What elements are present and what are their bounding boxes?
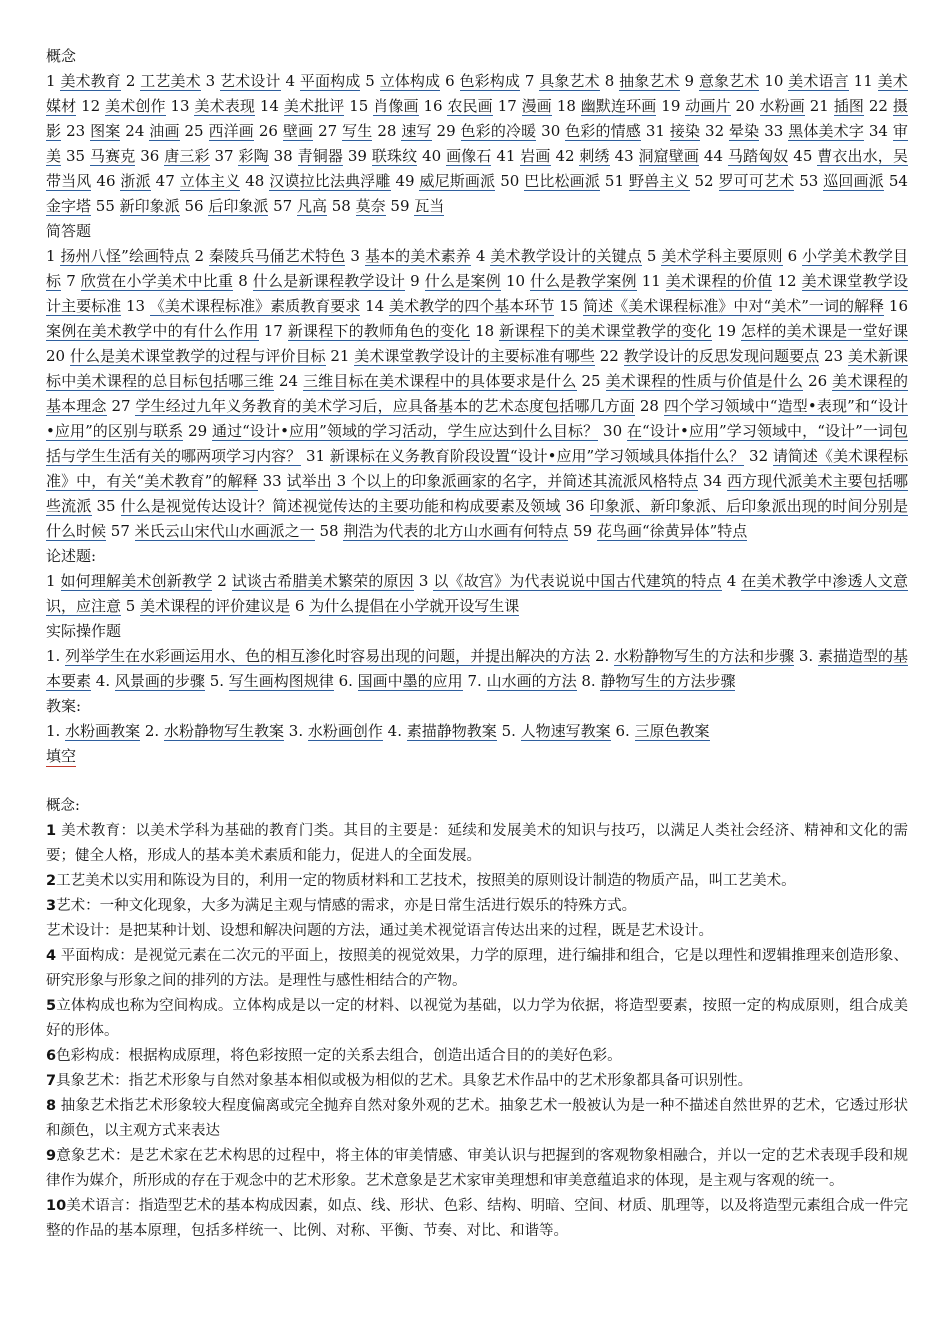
index-number: 48: [245, 172, 270, 190]
index-number: 8.: [581, 672, 601, 690]
index-link[interactable]: 美术教育: [60, 72, 121, 90]
index-link[interactable]: 威尼斯画派: [419, 172, 496, 190]
index-number: 24: [278, 372, 303, 390]
index-link[interactable]: 图案: [90, 122, 121, 140]
index-link[interactable]: 审美: [46, 122, 908, 165]
index-link[interactable]: 写生画构图规律: [228, 672, 334, 690]
index-number: 35: [66, 147, 90, 165]
index-link[interactable]: 马赛克: [90, 147, 136, 165]
index-number: 17: [263, 322, 288, 340]
lesson-plan-heading: 教案:: [46, 697, 82, 715]
definition-text: 艺术设计：是把某种计划、设想和解决问题的方法，通过美术视觉语言传达出来的过程，既是艺术设计。: [46, 923, 713, 939]
index-number: 3.: [288, 722, 308, 740]
index-link[interactable]: 汉谟拉比法典浮雕: [269, 172, 391, 190]
definition-text: 立体构成也称为空间构成。立体构成是以一定的材料、以视觉为基础，以力学为依据，将造型要素，按照一定的构成原则，组合成美好的形体。: [46, 998, 908, 1039]
definition-number: 10: [46, 1198, 67, 1214]
fill-in-row: [46, 744, 908, 769]
index-number: 11: [853, 72, 878, 90]
index-link[interactable]: 简述《美术课程标准》中对“美术”一词的解释: [583, 297, 885, 315]
index-link[interactable]: 动画片: [685, 97, 731, 115]
index-link[interactable]: 浙派: [120, 172, 151, 190]
definition-number: 7: [46, 1073, 57, 1089]
definition-text: 艺术：一种文化现象，大多为满足主观与情感的需求，亦是日常生活进行娱乐的特殊方式。: [56, 898, 637, 914]
definition-paragraph: [46, 894, 908, 919]
index-number: 36: [140, 147, 165, 165]
index-link[interactable]: 欣赏在小学美术中比重: [80, 272, 234, 290]
index-link[interactable]: 美术媒材: [46, 72, 908, 115]
index-number: 9: [410, 272, 425, 290]
index-number: 7: [66, 272, 81, 290]
index-number: 5: [365, 72, 380, 90]
definition-number: 4: [46, 948, 57, 964]
index-link[interactable]: 试举出 3 个以上的印象派画家的名字，并简述其流派风格特点: [286, 472, 699, 490]
index-number: 47: [155, 172, 180, 190]
index-number: 39: [347, 147, 372, 165]
index-link[interactable]: 印象派、新印象派、后印象派出现的时间分别是什么时候: [46, 497, 908, 540]
index-number: 27: [318, 122, 343, 140]
definition-number: 1: [46, 823, 57, 839]
definition-text: 具象艺术：指艺术形象与自然对象基本相似或极为相似的艺术。具象艺术作品中的艺术形象都具备可识别性。: [56, 1073, 753, 1089]
index-number: 4: [475, 247, 491, 265]
index-number: 4: [726, 572, 742, 590]
index-link[interactable]: 什么是视觉传达设计？简述视觉传达的主要功能和构成要素及领域: [120, 497, 561, 515]
index-link[interactable]: 美术课程的基本理念: [46, 372, 908, 415]
index-number: 11: [641, 272, 666, 290]
index-number: 28: [377, 122, 402, 140]
index-link[interactable]: 人物速写教案: [520, 722, 611, 740]
index-number: 49: [395, 172, 420, 190]
index-link[interactable]: 色彩的情感: [565, 122, 641, 140]
index-number: 3: [418, 572, 434, 590]
index-link[interactable]: 马踏匈奴: [727, 147, 789, 165]
index-link[interactable]: 罗可可艺术: [718, 172, 795, 190]
index-link[interactable]: 壁画: [282, 122, 314, 140]
index-link[interactable]: 美术课堂教学设计的主要标准有哪些: [354, 347, 595, 365]
index-number: 19: [661, 97, 686, 115]
index-link[interactable]: 请简述《美术课程标准》中，有关“美术教育”的解释: [46, 447, 908, 490]
index-number: 14: [259, 97, 284, 115]
index-number: 26: [258, 122, 283, 140]
index-link[interactable]: 新课程下的教师角色的变化: [287, 322, 471, 340]
index-link[interactable]: 美术表现: [194, 97, 255, 115]
index-link[interactable]: 荆浩为代表的北方山水画有何特点: [343, 522, 569, 540]
definition-paragraph: [46, 869, 908, 894]
index-number: 38: [273, 147, 298, 165]
index-number: 1.: [46, 722, 66, 740]
index-number: 58: [319, 522, 344, 540]
index-link[interactable]: 唐三彩: [164, 147, 210, 165]
index-link[interactable]: 立体构成: [379, 72, 441, 90]
index-number: 23: [823, 347, 848, 365]
index-link[interactable]: 列举学生在水彩画运用水、色的相互渗化时容易出现的问题，并提出解决的方法: [65, 647, 591, 665]
index-number: 4.: [95, 672, 115, 690]
index-number: 6: [294, 597, 310, 615]
index-link[interactable]: 什么是教学案例: [530, 272, 637, 290]
definition-paragraph: [46, 819, 908, 869]
index-number: 5.: [209, 672, 229, 690]
index-number: 5: [646, 247, 662, 265]
index-number: 5.: [501, 722, 521, 740]
index-number: 30: [603, 422, 627, 440]
index-link[interactable]: 水粉画教案: [65, 722, 141, 740]
index-number: 10: [764, 72, 789, 90]
index-link[interactable]: 小学美术教学目标: [46, 247, 909, 290]
index-link[interactable]: 什么是新课程教学设计: [252, 272, 406, 290]
short-answer-heading: 简答题: [46, 222, 92, 240]
index-number: 20: [46, 347, 70, 365]
index-link[interactable]: 色彩的冷暖: [460, 122, 537, 140]
index-link[interactable]: 美术教学的四个基本环节: [389, 297, 555, 315]
index-number: 17: [497, 97, 522, 115]
index-link[interactable]: 瓦当: [414, 197, 445, 215]
definition-paragraph: [46, 1069, 908, 1094]
index-number: 50: [500, 172, 525, 190]
index-link[interactable]: 水粉画: [759, 97, 805, 115]
index-link[interactable]: 美术学科主要原则: [661, 247, 783, 265]
index-number: 37: [214, 147, 239, 165]
definition-paragraph: [46, 944, 908, 994]
index-number: 22: [599, 347, 624, 365]
index-number: 21: [330, 347, 355, 365]
index-number: 55: [95, 197, 120, 215]
spacer: [46, 769, 908, 794]
index-number: 31: [305, 447, 330, 465]
index-link[interactable]: 基本的美术素养: [364, 247, 471, 265]
index-link[interactable]: 水粉静物写生的方法和步骤: [614, 647, 795, 665]
index-link[interactable]: 速写: [401, 122, 432, 140]
index-link[interactable]: 扬州八怪”绘画特点: [60, 247, 190, 265]
definition-text: 美术语言：指造型艺术的基本构成因素，如点、线、形状、色彩、结构、明暗、空间、材质、肌理等，以及将造型元素组合成一件完整的作品的基本原理，包括多样统一、比例、对称、平衡、节奏、对比、和谐等。: [46, 1198, 908, 1239]
lesson-plan-index: [46, 719, 908, 744]
index-link[interactable]: 岩画: [520, 147, 551, 165]
index-number: 30: [541, 122, 566, 140]
index-number: 6: [787, 247, 803, 265]
index-link[interactable]: 美术创作: [105, 97, 166, 115]
index-link[interactable]: 美术课程的性质与价值是什么: [605, 372, 804, 390]
index-link[interactable]: 具象艺术: [539, 72, 600, 90]
definition-text: 意象艺术：是艺术家在艺术构思的过程中，将主体的审美情感、审美认识与把握到的客观物象相融合，并以一定的艺术表现手段和规律作为媒介，所形成的存在于观念中的艺术形象。艺术意象是艺术家审美理想和审美意蕴追求的体现，是主观与客观的统一。: [46, 1148, 908, 1189]
index-number: 46: [96, 172, 121, 190]
index-number: 7.: [467, 672, 487, 690]
index-number: 9: [684, 72, 699, 90]
index-link[interactable]: 什么是案例: [424, 272, 501, 290]
index-number: 31: [645, 122, 670, 140]
index-link[interactable]: 金字塔: [46, 197, 92, 215]
fill-in-link[interactable]: 填空: [46, 747, 77, 765]
definition-paragraph: [46, 1044, 908, 1069]
index-number: 41: [496, 147, 521, 165]
index-number: 13: [170, 97, 195, 115]
index-link[interactable]: 美术批评: [283, 97, 345, 115]
index-number: 57: [273, 197, 297, 215]
index-number: 22: [868, 97, 893, 115]
concepts-index: [46, 69, 908, 219]
index-link[interactable]: 水粉画创作: [307, 722, 383, 740]
index-link[interactable]: 美术教学设计的关键点: [490, 247, 642, 265]
index-number: 51: [604, 172, 629, 190]
index-link[interactable]: 肖像画: [373, 97, 419, 115]
definition-paragraph: [46, 1094, 908, 1144]
index-number: 34: [868, 122, 893, 140]
index-link[interactable]: 怎样的美术课是一堂好课: [741, 322, 908, 340]
definitions-list: [46, 819, 908, 1244]
definitions-heading: 概念:: [46, 798, 80, 814]
index-number: 59: [390, 197, 415, 215]
definition-paragraph: [46, 994, 908, 1044]
index-link[interactable]: 西方现代派美术主要包括哪些流派: [46, 472, 908, 515]
index-number: 32: [749, 447, 773, 465]
index-link[interactable]: 学生经过九年义务教育的美术学习后，应具备基本的艺术态度包括哪几方面: [135, 397, 635, 415]
index-link[interactable]: 平面构成: [299, 72, 361, 90]
index-number: 27: [111, 397, 136, 415]
index-number: 8: [604, 72, 620, 90]
index-number: 43: [614, 147, 639, 165]
index-link[interactable]: 曹衣出水，吴带当风: [46, 147, 908, 190]
index-number: 2.: [144, 722, 164, 740]
index-number: 16: [888, 297, 908, 315]
index-number: 7: [524, 72, 540, 90]
definition-text: 工艺美术以实用和陈设为目的，利用一定的物质材料和工艺技术，按照美的原则设计制造的物质产品，叫工艺美术。: [56, 873, 796, 889]
index-link[interactable]: 联珠纹: [371, 147, 418, 165]
index-number: 44: [703, 147, 728, 165]
index-link[interactable]: 晕染: [729, 122, 760, 140]
index-link[interactable]: 插图: [833, 97, 864, 115]
index-number: 45: [793, 147, 818, 165]
index-number: 4: [285, 72, 300, 90]
practice-index: [46, 644, 908, 694]
index-number: 2.: [594, 647, 615, 665]
index-number: 53: [799, 172, 824, 190]
index-link[interactable]: 漫画: [521, 97, 552, 115]
index-number: 18: [475, 322, 500, 340]
essay-index: [46, 569, 908, 619]
index-link[interactable]: 静物写生的方法步骤: [600, 672, 736, 690]
definition-paragraph: [46, 1144, 908, 1194]
index-link[interactable]: 农民画: [447, 97, 493, 115]
practice-heading: 实际操作题: [46, 622, 122, 640]
index-number: 3: [205, 72, 221, 90]
index-link[interactable]: 什么是美术课堂教学的过程与评价目标: [69, 347, 326, 365]
index-number: 3: [350, 247, 365, 265]
index-number: 33: [764, 122, 789, 140]
index-link[interactable]: 新课程下的美术课堂教学的变化: [499, 322, 712, 340]
index-number: 6.: [338, 672, 358, 690]
index-number: 36: [565, 497, 590, 515]
index-number: 4.: [387, 722, 407, 740]
index-number: 8: [238, 272, 253, 290]
index-link[interactable]: 素描造型的基本要素: [46, 647, 908, 690]
definition-number: 2: [46, 873, 57, 889]
index-link[interactable]: 四个学习领域中“造型•表现”和“设计•应用”的区别与联系: [46, 397, 908, 440]
index-number: 3.: [798, 647, 818, 665]
index-link[interactable]: 国画中墨的应用: [357, 672, 463, 690]
index-number: 58: [331, 197, 356, 215]
index-link[interactable]: 美术新课标中美术课程的总目标包括哪三维: [46, 347, 908, 390]
index-number: 1: [46, 247, 61, 265]
index-link[interactable]: 为什么提倡在小学就开设写生课: [309, 597, 520, 615]
index-number: 54: [888, 172, 908, 190]
index-link[interactable]: 青铜器: [297, 147, 343, 165]
index-link[interactable]: 刺绣: [579, 147, 610, 165]
index-link[interactable]: 通过“设计•应用”领域的学习活动，学生应达到什么目标？: [212, 422, 599, 440]
index-link[interactable]: 凡高: [296, 197, 327, 215]
definition-number: 8: [46, 1098, 57, 1114]
definition-text: 抽象艺术指艺术形象较大程度偏离或完全抛弃自然对象外观的艺术。抽象艺术一般被认为是一种不描述自然世界的艺术，它透过形状和颜色，以主观方式来表达: [46, 1098, 908, 1139]
concepts-heading: 概念: [46, 47, 77, 65]
index-number: 20: [735, 97, 760, 115]
index-link[interactable]: 野兽主义: [628, 172, 690, 190]
index-link[interactable]: 巴比松画派: [524, 172, 600, 190]
definition-text: 色彩构成：根据构成原理，将色彩按照一定的关系去组合，创造出适合目的的美好色彩。: [56, 1048, 622, 1064]
index-link[interactable]: 抽象艺术: [619, 72, 680, 90]
index-link[interactable]: 工艺美术: [140, 72, 201, 90]
index-number: 2: [125, 72, 141, 90]
index-link[interactable]: 教学设计的反思发现问题要点: [623, 347, 820, 365]
index-number: 2: [217, 572, 232, 590]
index-link[interactable]: 在“设计•应用”学习领域中，“设计”一词包括与学生生活有关的哪两项学习内容？: [46, 422, 908, 465]
index-link[interactable]: 后印象派: [208, 197, 269, 215]
index-link[interactable]: 案例在美术教学中的有什么作用: [46, 322, 259, 340]
index-link[interactable]: 美术课程的价值: [665, 272, 773, 290]
definition-number: 3: [46, 898, 57, 914]
index-number: 32: [705, 122, 730, 140]
index-number: 12: [81, 97, 106, 115]
index-number: 52: [694, 172, 719, 190]
index-number: 34: [703, 472, 727, 490]
index-link[interactable]: 黑体美术字: [788, 122, 864, 140]
definition-paragraph: [46, 919, 908, 944]
index-link[interactable]: 彩陶: [238, 147, 269, 165]
short-answer-index: [46, 244, 908, 544]
index-number: 56: [184, 197, 209, 215]
index-link[interactable]: 立体主义: [179, 172, 241, 190]
definition-text: 平面构成：是视觉元素在二次元的平面上，按照美的视觉效果，力学的原理，进行编排和组合，它是以理性和逻辑推理来创造形象、研究形象与形象之间的排列的方法。是理性与感性相结合的产物。: [46, 948, 908, 989]
index-number: 1: [46, 72, 61, 90]
definition-number: 9: [46, 1148, 57, 1164]
index-link[interactable]: 美术课程的评价建议是: [140, 597, 291, 615]
index-number: 23: [66, 122, 91, 140]
index-number: 1.: [46, 647, 66, 665]
index-link[interactable]: 艺术设计: [220, 72, 281, 90]
index-number: 29: [188, 422, 213, 440]
index-number: 6.: [615, 722, 635, 740]
index-link[interactable]: 画像石: [446, 147, 492, 165]
index-link[interactable]: 巡回画派: [823, 172, 884, 190]
index-link[interactable]: 试谈古希腊美术繁荣的原因: [231, 572, 414, 590]
index-link[interactable]: 洞窟壁画: [638, 147, 700, 165]
index-number: 18: [556, 97, 581, 115]
index-number: 59: [573, 522, 597, 540]
index-link[interactable]: 花鸟画“徐黄异体”特点: [596, 522, 748, 540]
index-link[interactable]: 接染: [669, 122, 701, 140]
index-number: 16: [423, 97, 448, 115]
index-link[interactable]: 写生: [342, 122, 373, 140]
index-link[interactable]: 在美术教学中渗透人文意识，应注意: [46, 572, 908, 615]
index-link[interactable]: 山水画的方法: [486, 672, 577, 690]
essay-heading: 论述题:: [46, 547, 97, 565]
index-link[interactable]: 以《故宫》为代表说说中国古代建筑的特点: [433, 572, 722, 590]
index-link[interactable]: 素描静物教案: [406, 722, 497, 740]
index-link[interactable]: 新课标在义务教育阶段设置“设计•应用”学习领域具体指什么？: [329, 447, 745, 465]
index-number: 15: [559, 297, 584, 315]
index-number: 1: [46, 572, 61, 590]
definition-number: 5: [46, 998, 57, 1014]
index-number: 10: [505, 272, 531, 290]
index-link[interactable]: 三维目标在美术课程中的具体要求是什么: [302, 372, 577, 390]
index-number: 21: [809, 97, 834, 115]
index-link[interactable]: 美术课堂教学设计主要标准: [46, 272, 908, 315]
index-number: 19: [716, 322, 741, 340]
index-link[interactable]: 《美术课程标准》素质教育要求: [149, 297, 361, 315]
index-number: 42: [555, 147, 580, 165]
index-link[interactable]: 摄影: [46, 97, 908, 140]
definition-number: 6: [46, 1048, 57, 1064]
index-number: 33: [262, 472, 287, 490]
index-link[interactable]: 莫奈: [355, 197, 386, 215]
definition-text: 美术教育：以美术学科为基础的教育门类。其目的主要是：延续和发展美术的知识与技巧，以满足人类社会经济、精神和文化的需要；健全人格，形成人的基本美术素质和能力，促进人的全面发展。: [46, 823, 908, 864]
index-number: 57: [110, 522, 135, 540]
index-link[interactable]: 意象艺术: [698, 72, 760, 90]
index-number: 5: [125, 597, 141, 615]
index-link[interactable]: 秦陵兵马俑艺术特色: [209, 247, 346, 265]
index-number: 2: [194, 247, 209, 265]
index-number: 13: [125, 297, 150, 315]
index-number: 15: [349, 97, 374, 115]
index-link[interactable]: 油画: [149, 122, 180, 140]
index-link[interactable]: 色彩构成: [459, 72, 520, 90]
index-number: 29: [436, 122, 461, 140]
index-link[interactable]: 幽默连环画: [580, 97, 657, 115]
index-number: 26: [808, 372, 833, 390]
index-link[interactable]: 水粉静物写生教案: [163, 722, 284, 740]
index-link[interactable]: 风景画的步骤: [114, 672, 205, 690]
index-number: 25: [184, 122, 209, 140]
index-number: 25: [581, 372, 606, 390]
index-link[interactable]: 如何理解美术创新教学: [60, 572, 213, 590]
index-link[interactable]: 三原色教案: [634, 722, 710, 740]
index-link[interactable]: 西洋画: [208, 122, 254, 140]
index-link[interactable]: 米氏云山宋代山水画派之一: [134, 522, 315, 540]
index-number: 14: [365, 297, 390, 315]
index-link[interactable]: 新印象派: [119, 197, 180, 215]
definition-paragraph: [46, 1194, 908, 1244]
index-number: 6: [445, 72, 460, 90]
index-number: 24: [125, 122, 150, 140]
index-number: 12: [777, 272, 802, 290]
index-link[interactable]: 美术语言: [788, 72, 849, 90]
index-number: 35: [96, 497, 121, 515]
index-number: 40: [422, 147, 447, 165]
index-number: 28: [639, 397, 664, 415]
